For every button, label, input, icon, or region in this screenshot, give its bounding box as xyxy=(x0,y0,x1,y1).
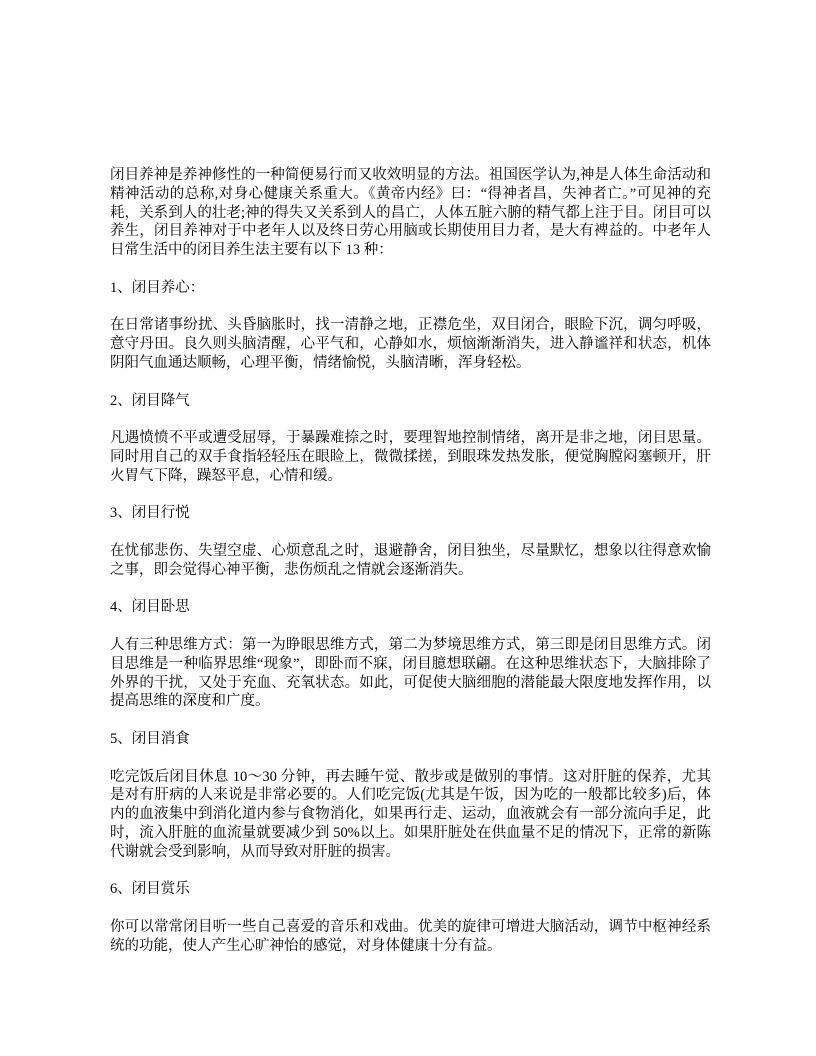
section-2-body: 凡遇愤愤不平或遭受屈辱，于暴躁难捺之时，要理智地控制情绪，离开是非之地，闭目思量。同时用自己的双手食指轻轻压在眼睑上，微微揉搓，到眼珠发热发胀，便觉胸膛闷塞顿开，肝火胃气下降，躁怒平息，心情和缓。 xyxy=(110,430,711,484)
section-5-body: 吃完饭后闭目休息 10～30 分钟，再去睡午觉、散步或是做别的事情。这对肝脏的保养，尤其是对有肝病的人来说是非常必要的。人们吃完饭(尤其是午饭，因为吃的一般都比较多)后，体内的血液集中到消化道内参与食物消化，如果再行走、运动，血液就会有一部分流向手足，此时，流入肝脏的血流量就要减少到 50%以上。如果肝脏处在供血量不足的情况下，正常的新陈代谢就会受到影响，从而导致对肝脏的损害。 xyxy=(110,768,711,860)
section-6-body: 你可以常常闭目听一些自己喜爱的音乐和戏曲。优美的旋律可增进大脑活动，调节中枢神经系统的功能，使人产生心旷神怡的感觉，对身体健康十分有益。 xyxy=(110,918,711,954)
section-4-heading: 4、闭目卧思 xyxy=(110,599,190,616)
section-4-body: 人有三种思维方式：第一为睁眼思维方式，第二为梦境思维方式，第三即是闭目思维方式。闭目思维是一种临界思维“现象”，即卧而不寐，闭目臆想联翩。在这种思维状态下，大脑排除了外界的干扰，又处于充血、充氧状态。如此，可促使大脑细胞的潜能最大限度地发挥作用，以提高思维的深度和广度。 xyxy=(110,636,711,710)
section-1-heading: 1、闭目养心： xyxy=(110,279,205,296)
section-1-body: 在日常诸事纷扰、头昏脑胀时，找一清静之地，正襟危坐，双目闭合，眼睑下沉，调匀呼吸，意守丹田。良久则头脑清醒，心平气和，心静如水，烦恼渐渐消失，进入静谧祥和状态，机体阴阳气血通达顺畅，心理平衡，情绪愉悦，头脑清晰，浑身轻松。 xyxy=(110,317,711,371)
section-5-heading: 5、闭目消食 xyxy=(110,730,190,747)
intro-paragraph: 闭目养神是养神修性的一种简便易行而又收效明显的方法。祖国医学认为,神是人体生命活动和精神活动的总称,对身心健康关系重大。《黄帝内经》曰：“得神者昌，失神者亡。”可见神的充耗，关系到人的壮老;神的得失又关系到人的昌亡，人体五脏六腑的精气都上注于目。闭目可以养生，闭目养神对于中老年人以及终日劳心用脑或长期使用目力者，是大有裨益的。中老年人日常生活中的闭目养生法主要有以下 13 种： xyxy=(110,167,711,259)
section-2-heading: 2、闭目降气 xyxy=(110,392,190,409)
section-6-heading: 6、闭目赏乐 xyxy=(110,881,190,898)
section-3-body: 在忧郁悲伤、失望空虚、心烦意乱之时，退避静舍，闭目独坐，尽量默忆，想象以往得意欢愉之事，即会觉得心神平衡，悲伤烦乱之情就会逐渐消失。 xyxy=(110,542,711,578)
section-3-heading: 3、闭目行悦 xyxy=(110,505,190,522)
document-content xyxy=(110,166,711,955)
